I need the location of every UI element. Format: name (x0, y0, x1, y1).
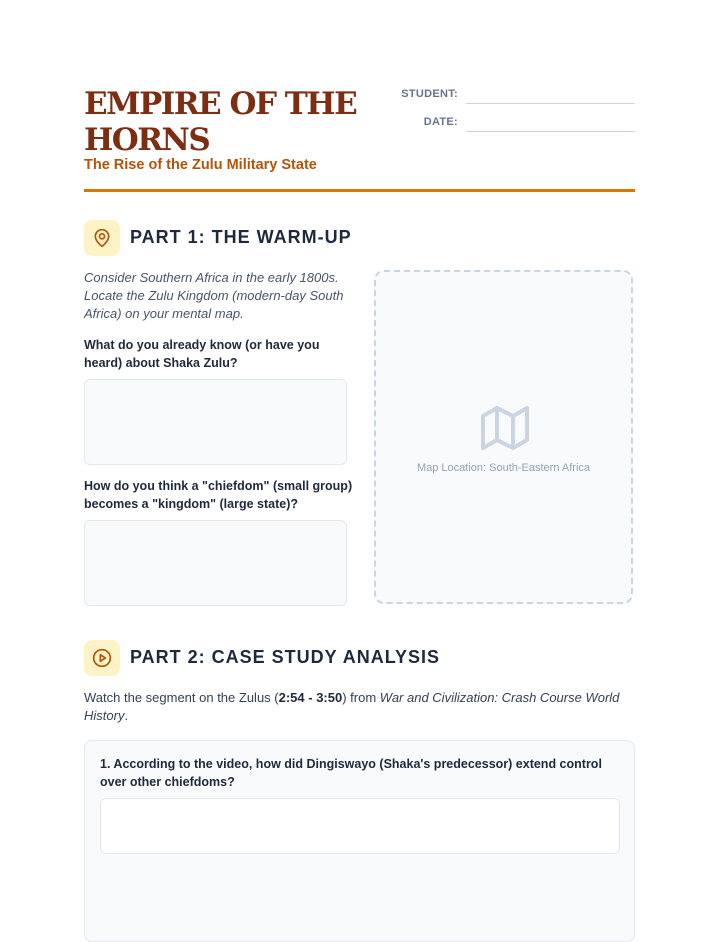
part1-answer-2[interactable] (84, 520, 347, 606)
student-label: STUDENT: (401, 88, 458, 100)
title-line-1: EMPIRE OF THE (84, 86, 357, 122)
student-input-line[interactable] (466, 103, 635, 104)
part1-header (84, 220, 635, 256)
student-field (380, 88, 635, 108)
watch-source: War and Civilization: Crash Course World History (84, 690, 620, 723)
part1-question-1: What do you already know (or have you heard) about Shaka Zulu? (84, 338, 320, 370)
date-field (380, 116, 635, 136)
map-pin-icon (84, 220, 120, 256)
title-line-2: HORNS (84, 122, 210, 158)
date-input-line[interactable] (466, 131, 635, 132)
map-placeholder (374, 270, 633, 604)
watch-time: 2:54 - 3:50 (278, 690, 343, 705)
date-label: DATE: (423, 116, 458, 128)
case-question-1: 1. According to the video, how did Dingiswayo (Shaka's predecessor) extend control over other chiefdoms? (100, 757, 602, 789)
watch-mid: ) from (342, 690, 380, 705)
watch-prefix: Watch the segment on the Zulus ( (84, 690, 279, 705)
play-circle-icon (84, 640, 120, 676)
part2-header (84, 640, 635, 676)
map-icon (481, 404, 529, 452)
page-subtitle: The Rise of the Zulu Military State (84, 157, 317, 173)
watch-instructions (84, 689, 635, 725)
watch-suffix: . (124, 708, 129, 723)
part2-title: PART 2: CASE STUDY ANALYSIS (130, 647, 441, 667)
header-divider (84, 189, 635, 192)
part1-question-2: How do you think a "chiefdom" (small group) becomes a "kingdom" (large state)? (84, 479, 353, 511)
page-title (84, 86, 384, 158)
map-caption: Map Location: South-Eastern Africa (416, 462, 591, 474)
case-answer-1[interactable] (100, 798, 620, 854)
part1-intro: Consider Southern Africa in the early 1800s. Locate the Zulu Kingdom (modern-day South Africa) on your mental map. (84, 270, 344, 321)
part1-title: PART 1: THE WARM-UP (130, 227, 352, 247)
case-study-question-card (84, 740, 635, 942)
part1-answer-1[interactable] (84, 379, 347, 465)
